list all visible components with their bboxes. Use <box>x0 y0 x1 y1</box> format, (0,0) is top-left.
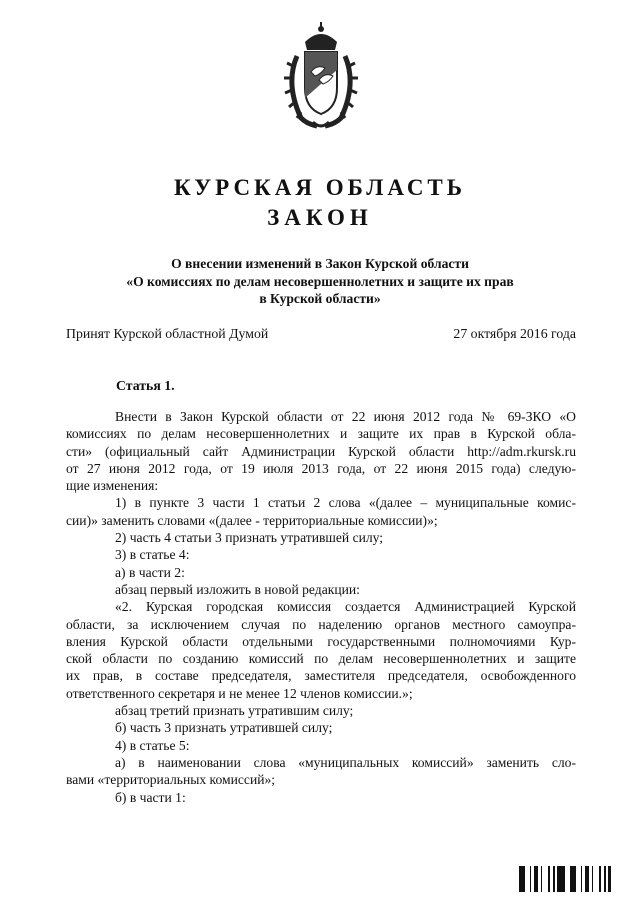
body-line: абзац первый изложить в новой редакции: <box>115 581 360 597</box>
body-line: от 27 июня 2012 года, от 19 июля 2013 года, от 22 июня 2015 года) следую- <box>66 460 576 476</box>
coat-of-arms-icon <box>283 22 359 132</box>
body-line: комиссиях по делам несовершеннолетних и защите их прав в Курской обла- <box>66 426 576 442</box>
subtitle-line: «О комиссиях по делам несовершеннолетних и защите их прав <box>126 273 514 289</box>
body-line: 2) часть 4 статьи 3 признать утратившей силу; <box>115 530 384 546</box>
adoption-line <box>66 326 576 342</box>
subtitle-line: в Курской области» <box>259 291 381 306</box>
body-line: б) в части 1: <box>115 789 186 805</box>
subtitle-line: О внесении изменений в Закон Курской области <box>171 256 469 271</box>
body-line: б) часть 3 признать утратившей силу; <box>115 720 333 736</box>
body-line: сии)» заменить словами «(далее - территориальные комиссии)»; <box>66 512 438 528</box>
document-type-title: ЗАКОН <box>267 205 373 230</box>
body-line: 1) в пункте 3 части 1 статьи 2 слова «(далее – муниципальные комис- <box>115 495 576 511</box>
body-line: ответственного секретаря и не менее 12 членов комиссии.»; <box>66 685 413 701</box>
body-line: их прав, в составе председателя, заместителя председателя, освобожденного <box>66 668 576 684</box>
body-line: а) в части 2: <box>115 564 185 580</box>
body-line: области, за исключением случая по наделению органов местного самоупра- <box>66 616 576 632</box>
body-line: а) в наименовании слова «муниципальных комиссий» заменить сло- <box>115 754 576 770</box>
region-title: КУРСКАЯ ОБЛАСТЬ <box>174 175 466 200</box>
body-line: сти» (официальный сайт Администрации Курской области http://adm.rkursk.ru <box>66 443 576 459</box>
body-line: «2. Курская городская комиссия создается Администрацией Курской <box>115 599 576 615</box>
law-subtitle <box>80 255 560 308</box>
body-line: абзац третий признать утратившим силу; <box>115 703 354 719</box>
body-line: 3) в статье 4: <box>115 547 190 563</box>
article-body <box>66 408 576 806</box>
body-line: Внести в Закон Курской области от 22 июня 2012 года № 69-ЗКО «О <box>115 409 576 424</box>
article-heading: Статья 1. <box>116 378 175 393</box>
adopted-by: Принят Курской областной Думой <box>66 326 269 341</box>
body-line: щие изменения: <box>66 478 159 494</box>
body-line: 4) в статье 5: <box>115 737 190 753</box>
body-line: ской области по созданию комиссий по делам несовершеннолетних и защите <box>66 651 576 667</box>
body-line: вами «территориальных комиссий»; <box>66 772 276 788</box>
adoption-date: 27 октября 2016 года <box>453 326 576 341</box>
barcode-icon <box>519 866 611 892</box>
body-line: вления Курской области отдельными государственными полномочиями Кур- <box>66 633 576 649</box>
